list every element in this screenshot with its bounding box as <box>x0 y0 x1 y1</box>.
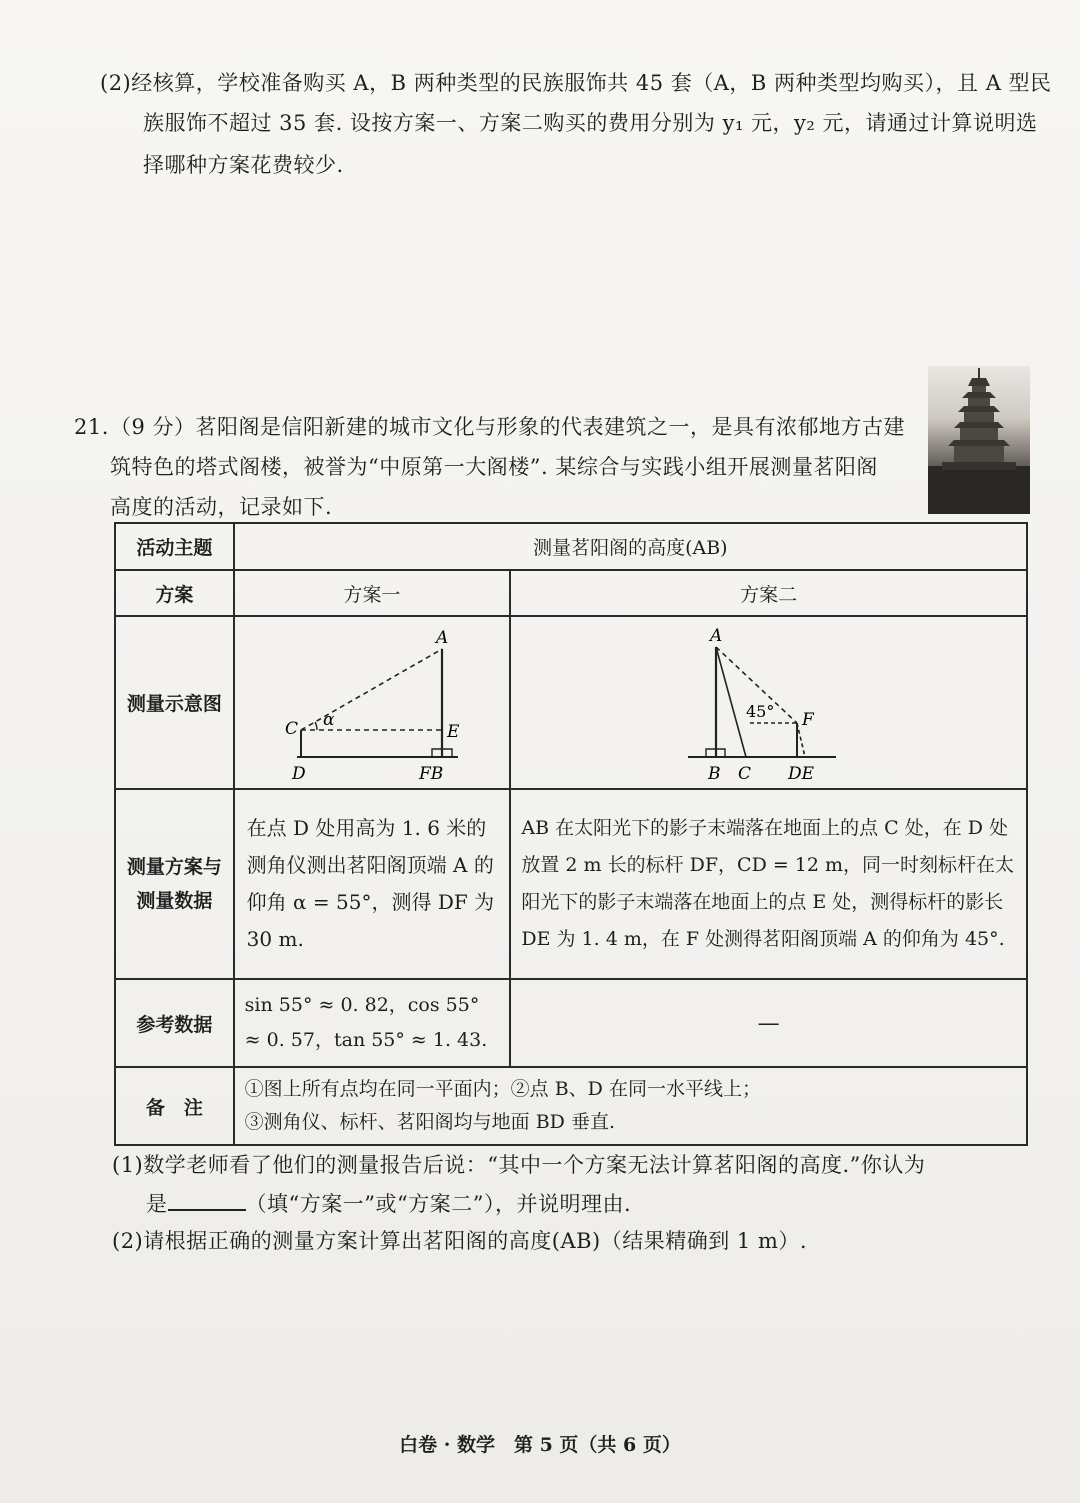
question-1-line1: (1)数学老师看了他们的测量报告后说：“其中一个方案无法计算茗阳阁的高度.”你认为 <box>112 1153 926 1177</box>
label-f: F <box>801 710 814 730</box>
right-angle-mark-2 <box>442 749 452 757</box>
method-label <box>115 789 234 979</box>
plan2-diagram <box>684 617 854 783</box>
theme-label: 活动主题 <box>115 523 234 570</box>
tower-photo <box>928 366 1030 514</box>
plan1-ref: sin 55° ≈ 0. 82，cos 55° ≈ 0. 57，tan 55° ≈ 1. 43. <box>244 994 488 1051</box>
q21-number: 21. <box>74 415 109 439</box>
right-angle-b2 <box>716 749 725 757</box>
question-1-line2 <box>146 1185 631 1223</box>
plan1-diagram-cell <box>234 616 511 789</box>
tower-silhouette-icon <box>928 366 1030 514</box>
q20-part2-line1: (2)经核算，学校准备购买 A，B 两种类型的民族服饰共 45 套（A，B 两种类型均购买），且 A 型民 <box>100 71 1052 95</box>
plan2-diagram-cell <box>510 616 1027 789</box>
label-45: 45° <box>745 702 775 721</box>
q21-line3: 高度的活动，记录如下. <box>110 495 333 519</box>
label-b-2: B <box>707 764 721 783</box>
q20-part2-line3: 择哪种方案花费较少. <box>143 153 344 177</box>
angle-alpha-arc <box>315 722 317 730</box>
page-footer: 白卷 · 数学 第 5 页（共 6 页） <box>399 1434 681 1456</box>
method-label-text: 测量方案与测量数据 <box>126 856 222 912</box>
note-line1: ①图上所有点均在同一平面内；②点 B、D 在同一水平线上； <box>244 1078 761 1100</box>
label-a: A <box>436 628 449 648</box>
q20-part2-line2: 族服饰不超过 35 套. 设按方案一、方案二购买的费用分别为 y₁ 元，y₂ 元，请通过计算说明选 <box>143 111 1038 135</box>
plan1-ref-cell <box>234 979 511 1067</box>
diagram-label: 测量示意图 <box>115 616 234 789</box>
line-ac <box>716 647 746 757</box>
question-1-prefix: 是 <box>146 1192 168 1216</box>
plan2-ref: — <box>510 979 1027 1067</box>
answer-blank[interactable] <box>168 1187 246 1211</box>
label-e: E <box>447 722 460 742</box>
label-fb: FB <box>419 764 444 783</box>
plan2-method-cell <box>510 789 1027 979</box>
plan1-method-cell <box>234 789 511 979</box>
note-cell <box>234 1067 1027 1145</box>
plan2-header: 方案二 <box>510 570 1027 616</box>
note-line2: ③测角仪、标杆、茗阳阁均与地面 BD 垂直. <box>244 1111 615 1133</box>
q21-line2: 筑特色的塔式阁楼，被誉为“中原第一大阁楼”. 某综合与实践小组开展测量茗阳阁 <box>110 455 878 479</box>
question-2: (2)请根据正确的测量方案计算出茗阳阁的高度(AB)（结果精确到 1 m）. <box>112 1229 808 1253</box>
right-angle-b <box>706 749 716 757</box>
label-alpha: α <box>323 710 335 730</box>
plan1-diagram <box>272 617 472 783</box>
plan1-header: 方案一 <box>234 570 511 616</box>
plan2-method: AB 在太阳光下的影子末端落在地面上的点 C 处，在 D 处放置 2 m 长的标杆 DF，CD = 12 m，同一时刻标杆在太阳光下的影子末端落在地面上的点 E 处，测得标杆的影长 DE 为 1. 4 m，在 F 处测得茗阳阁顶端 A 的仰角为 45°. <box>521 817 1015 950</box>
question-1-suffix: （填“方案一”或“方案二”），并说明理由. <box>245 1192 632 1216</box>
plan1-method: 在点 D 处用高为 1. 6 米的测角仪测出茗阳阁顶端 A 的仰角 α = 55°，测得 DF 为 30 m. <box>246 816 495 951</box>
note-label: 备 注 <box>115 1067 234 1145</box>
activity-table <box>114 522 1028 1146</box>
label-c: C <box>285 719 299 739</box>
label-d: D <box>292 764 306 783</box>
label-a-2: A <box>709 626 722 646</box>
theme-value: 测量茗阳阁的高度(AB) <box>234 523 1027 570</box>
plan-label: 方案 <box>115 570 234 616</box>
label-de: DE <box>787 764 814 783</box>
q21-line1: （9 分）茗阳阁是信阳新建的城市文化与形象的代表建筑之一，是具有浓郁地方古建 <box>110 415 906 439</box>
ref-label: 参考数据 <box>115 979 234 1067</box>
label-c-2: C <box>737 764 751 783</box>
right-angle-mark <box>432 749 442 757</box>
